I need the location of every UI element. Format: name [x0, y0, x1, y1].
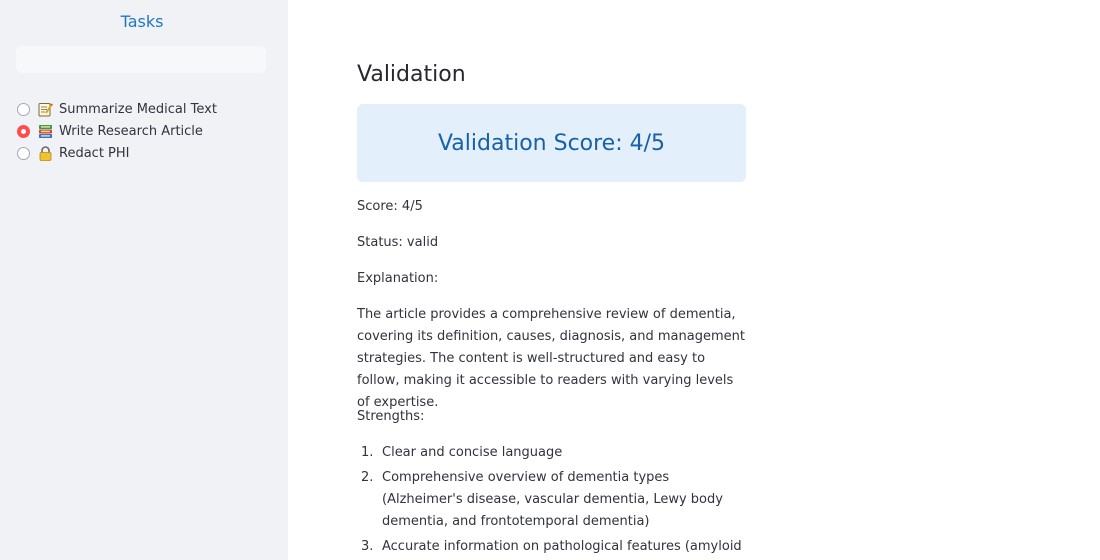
score-line: Score: 4/5 — [357, 199, 423, 214]
task-option-write-article[interactable] — [17, 120, 217, 142]
list-item — [357, 536, 749, 558]
list-text: Accurate information on pathological features (amyloid — [382, 539, 742, 554]
radio-button-selected[interactable] — [17, 125, 30, 138]
explanation-text: The article provides a comprehensive review of dementia, covering its definition, causes, diagnosis, and management strategies. The content is well-structured and easy to follow, making it accessible to readers with varying levels of expertise. — [357, 307, 745, 410]
status-line: Status: valid — [357, 235, 439, 250]
sidebar-title: Tasks — [120, 12, 164, 31]
lock-icon — [38, 146, 53, 161]
task-label: Write Research Article — [59, 123, 203, 139]
task-radio-group — [17, 98, 217, 164]
memo-icon — [38, 102, 53, 117]
list-item — [357, 467, 749, 533]
list-text: Clear and concise language — [382, 445, 563, 460]
strengths-label: Strengths: — [357, 409, 425, 424]
task-option-summarize[interactable] — [17, 98, 217, 120]
list-number: 3. — [361, 539, 374, 554]
radio-button[interactable] — [17, 147, 30, 160]
radio-button[interactable] — [17, 103, 30, 116]
validation-score-banner — [357, 104, 746, 182]
task-label: Summarize Medical Text — [59, 101, 217, 117]
page-title: Validation — [357, 62, 466, 87]
strengths-list — [357, 442, 749, 560]
task-label: Redact PHI — [59, 145, 130, 161]
list-number: 1. — [361, 445, 374, 460]
sidebar-search-input[interactable] — [16, 46, 266, 73]
sidebar — [0, 0, 288, 560]
validation-score-text: Validation Score: 4/5 — [437, 130, 666, 156]
explanation-label: Explanation: — [357, 271, 439, 286]
list-item — [357, 442, 749, 464]
list-text: Comprehensive overview of dementia types (Alzheimer's disease, vascular dementia, Lewy body dementia, and frontotemporal dementia) — [382, 470, 723, 529]
task-option-redact-phi[interactable] — [17, 142, 217, 164]
list-number: 2. — [361, 470, 374, 485]
books-icon — [38, 124, 53, 139]
